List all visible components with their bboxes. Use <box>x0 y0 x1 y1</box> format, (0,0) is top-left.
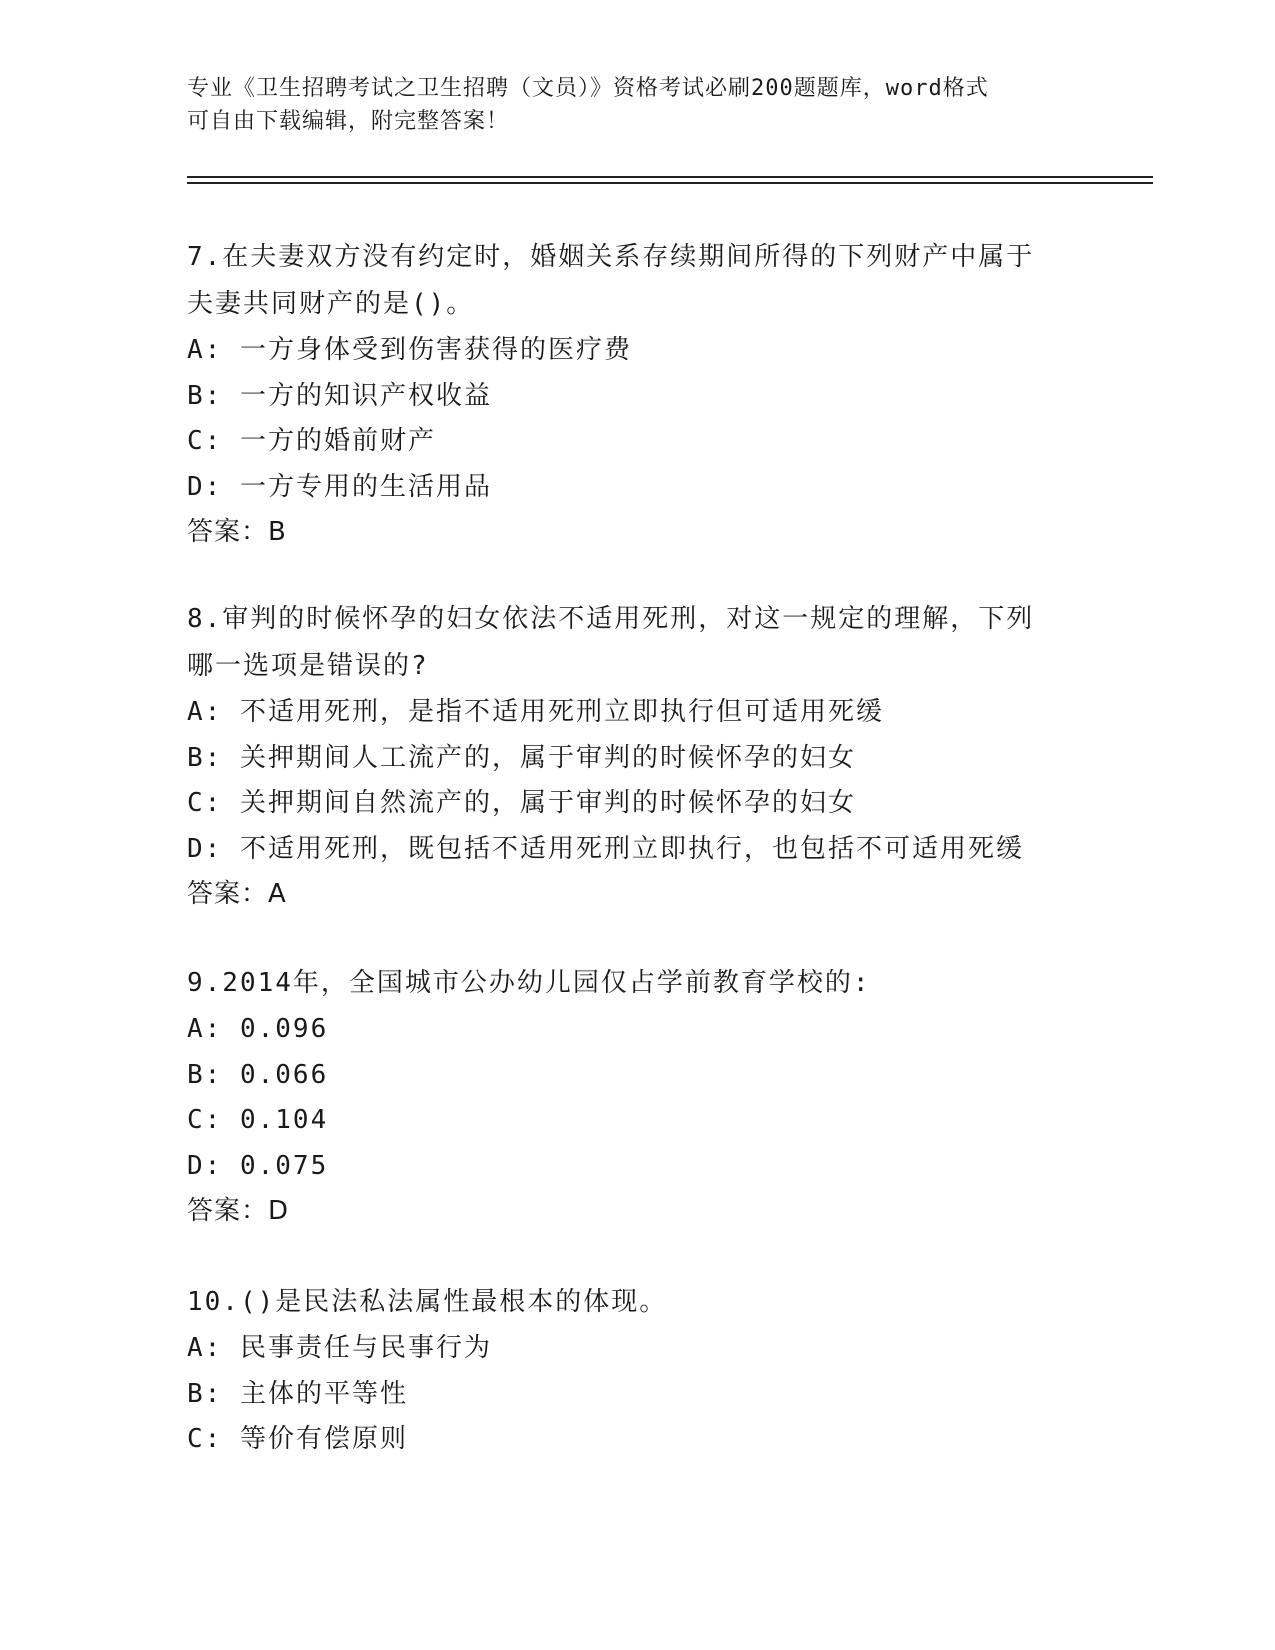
answer-line: 答案：D <box>187 1196 290 1226</box>
header-line-1: 专业《卫生招聘考试之卫生招聘（文员）》资格考试必刷200题题库，word格式 <box>187 76 989 101</box>
option-a: A: 不适用死刑，是指不适用死刑立即执行但可适用死缓 <box>187 697 884 727</box>
option-b: B: 0.066 <box>187 1059 329 1090</box>
header-divider-bottom <box>187 182 1153 184</box>
question-9 <box>187 960 1087 1235</box>
option-c: C: 0.104 <box>187 1105 329 1135</box>
option-d: D: 0.075 <box>187 1150 329 1181</box>
question-stem: 8.审判的时候怀孕的妇女依法不适用死刑，对这一规定的理解，下列 <box>187 604 1035 634</box>
option-c: C: 等价有偿原则 <box>187 1424 408 1454</box>
question-stem-continued: 哪一选项是错误的? <box>187 651 429 681</box>
option-d: D: 一方专用的生活用品 <box>187 471 492 502</box>
header-line-2: 可自由下载编辑，附完整答案！ <box>187 109 510 134</box>
header-divider-top <box>187 176 1153 178</box>
option-a: A: 0.096 <box>187 1014 329 1044</box>
question-stem-continued: 夫妻共同财产的是()。 <box>187 289 475 319</box>
option-b: B: 一方的知识产权收益 <box>187 380 492 411</box>
option-b: B: 主体的平等性 <box>187 1378 408 1409</box>
question-8 <box>187 596 1087 918</box>
answer-line: 答案：A <box>187 879 287 909</box>
option-c: C: 关押期间自然流产的，属于审判的时候怀孕的妇女 <box>187 788 856 818</box>
question-stem: 9.2014年，全国城市公办幼儿园仅占学前教育学校的: <box>187 968 871 998</box>
question-stem: 7.在夫妻双方没有约定时，婚姻关系存续期间所得的下列财产中属于 <box>187 242 1035 272</box>
document-header <box>187 72 1087 138</box>
question-7 <box>187 234 1087 556</box>
question-10 <box>187 1279 1087 1463</box>
option-b: B: 关押期间人工流产的，属于审判的时候怀孕的妇女 <box>187 742 856 773</box>
option-c: C: 一方的婚前财产 <box>187 426 436 456</box>
option-d: D: 不适用死刑，既包括不适用死刑立即执行，也包括不可适用死缓 <box>187 833 1024 864</box>
option-a: A: 民事责任与民事行为 <box>187 1333 492 1363</box>
answer-line: 答案：B <box>187 517 287 547</box>
question-stem: 10.()是民法私法属性最根本的体现。 <box>187 1287 668 1317</box>
option-a: A: 一方身体受到伤害获得的医疗费 <box>187 335 632 365</box>
